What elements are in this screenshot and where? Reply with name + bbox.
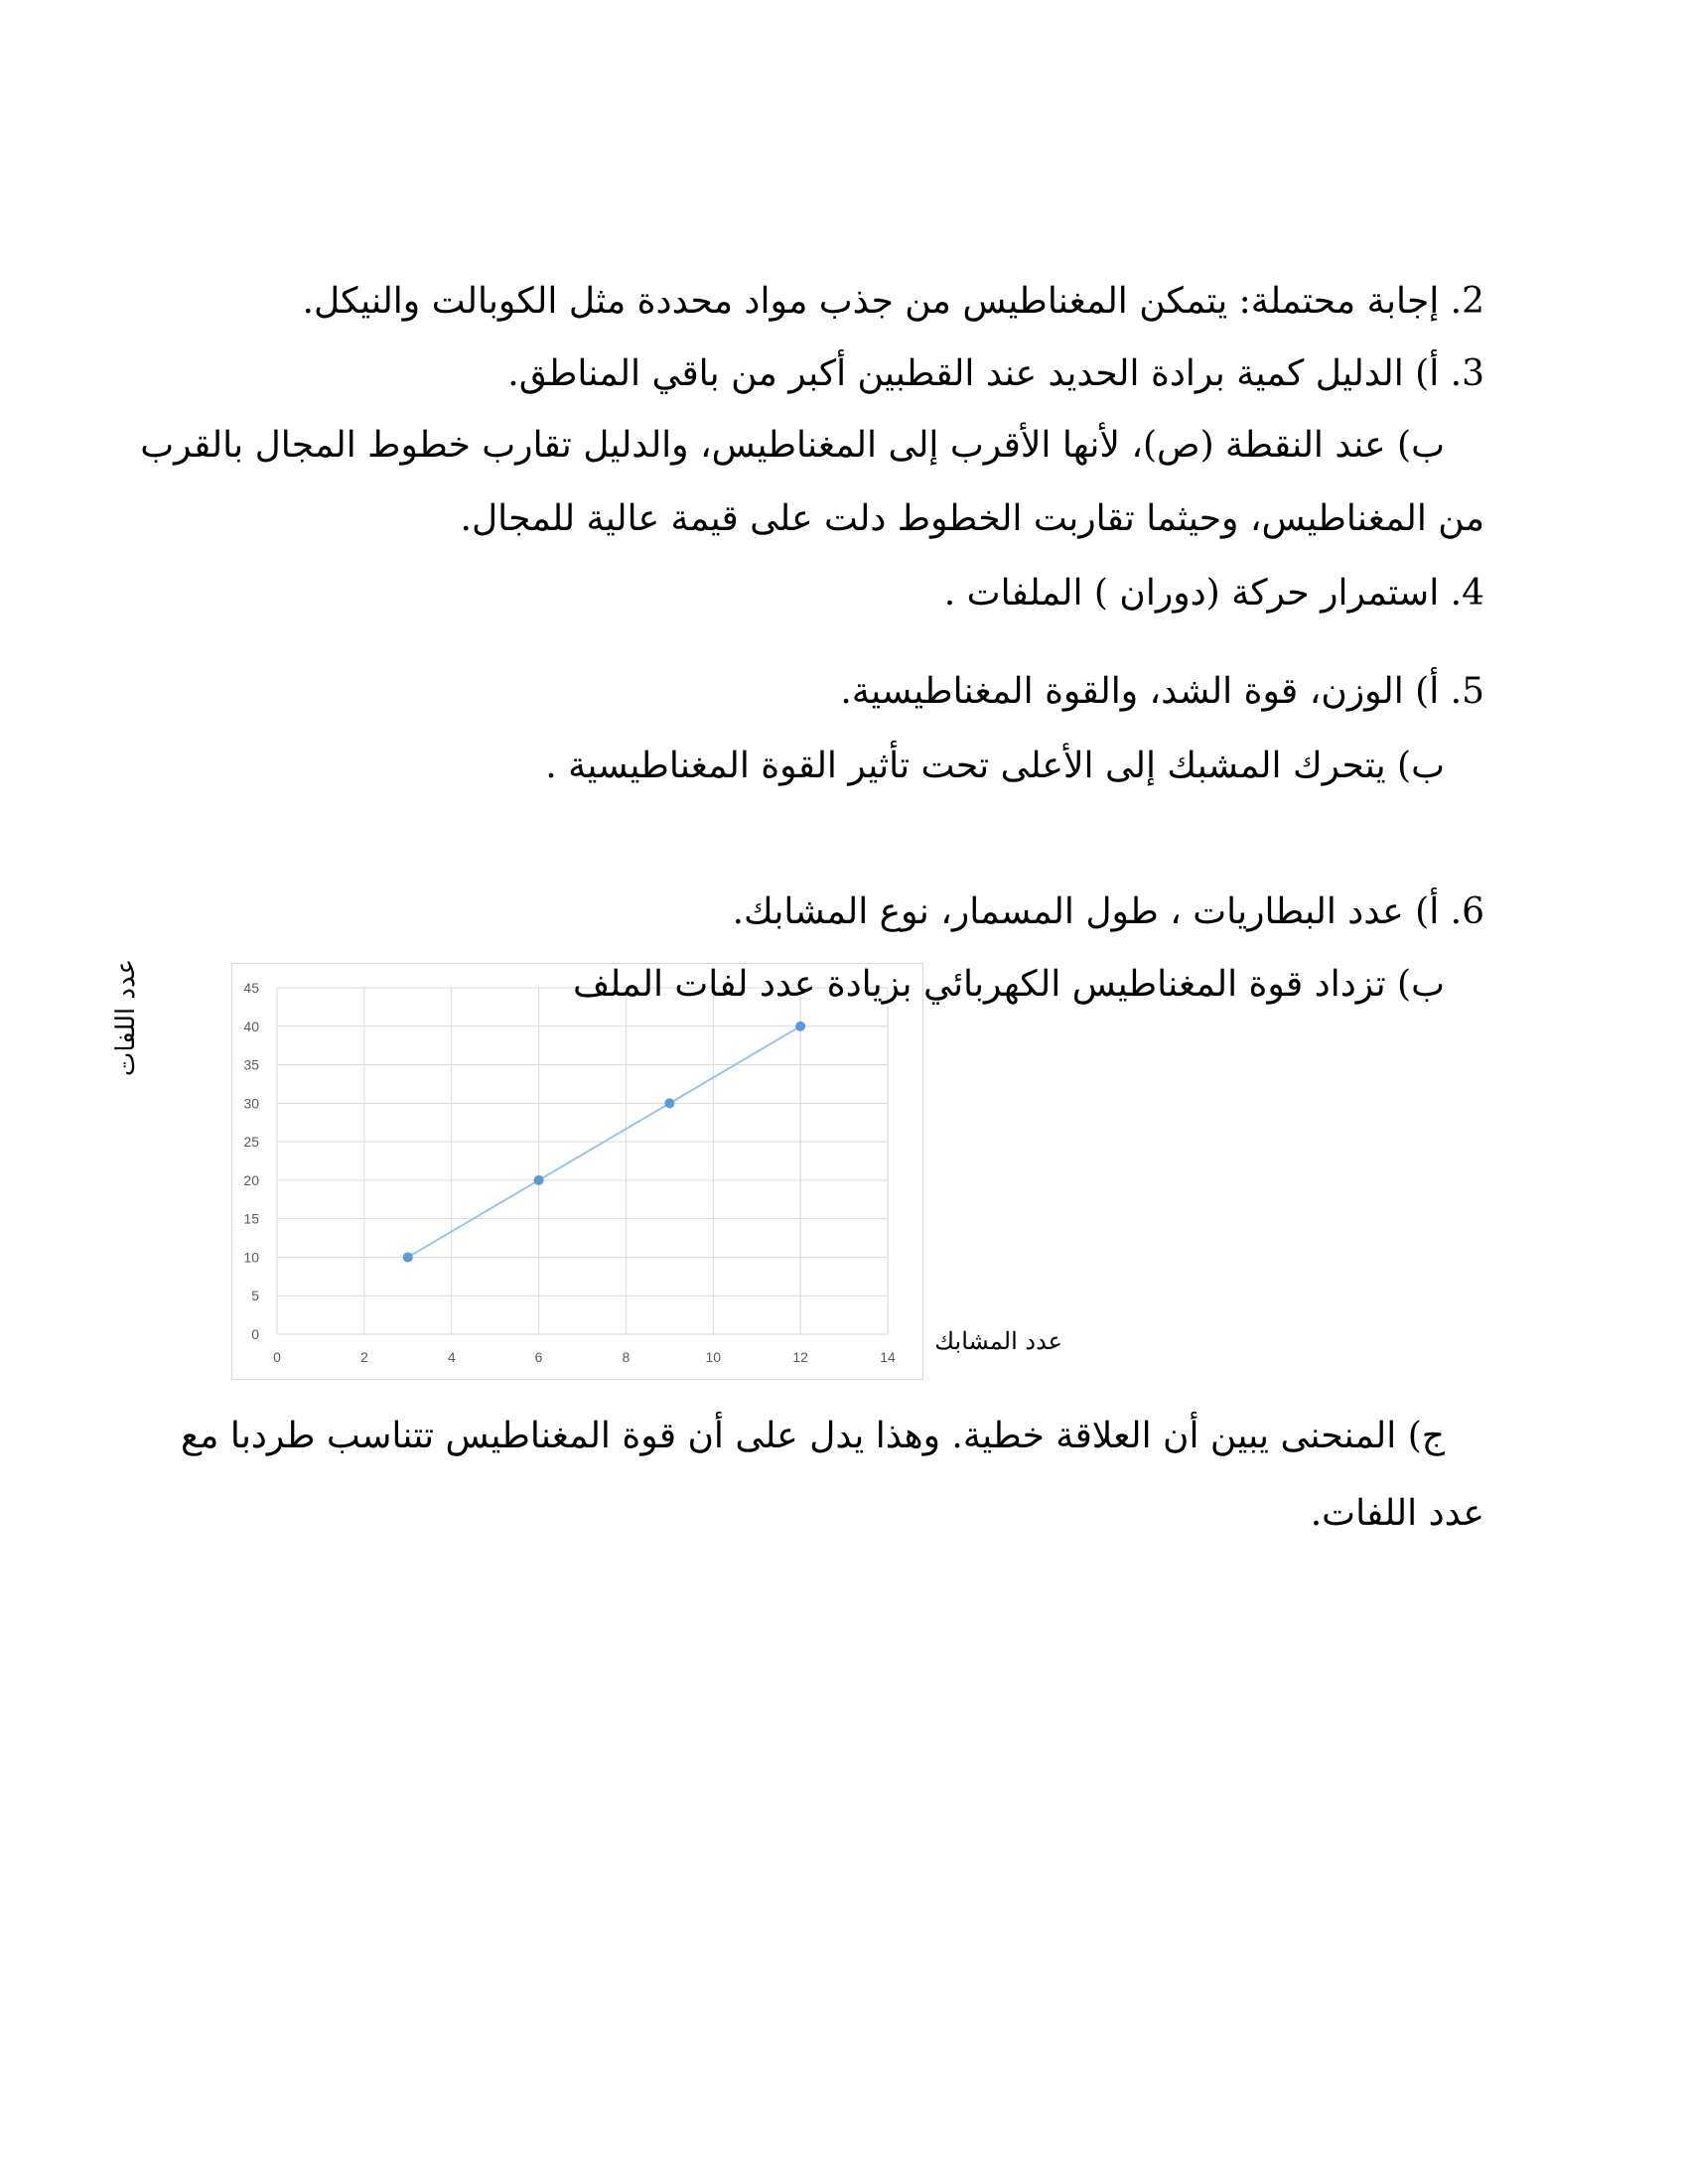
chart: [231, 963, 923, 1380]
x-tick-label: 4: [447, 1349, 456, 1365]
y-tick-label: 25: [243, 1134, 259, 1151]
x-tick-label: 12: [792, 1349, 808, 1365]
x-tick-label: 14: [880, 1349, 896, 1365]
answer-2: 2. إجابة محتملة: يتمكن المغناطيس من جذب مواد محددة مثل الكوبالت والنيكل.: [302, 281, 1484, 322]
chart-svg: [232, 964, 922, 1379]
y-tick-label: 0: [251, 1326, 259, 1342]
answer-5b: ب) يتحرك المشبك إلى الأعلى تحت تأثير القوة المغناطيسية .: [545, 746, 1445, 786]
data-point: [534, 1175, 544, 1185]
y-tick-label: 5: [251, 1288, 259, 1304]
answer-6c-line1: ج) المنحنى يبين أن العلاقة خطية. وهذا يدل على أن قوة المغناطيس تتناسب طردبا مع: [180, 1416, 1445, 1456]
answer-6b: ب) تزداد قوة المغناطيس الكهربائي بزيادة عدد لفات الملف: [573, 964, 1445, 1005]
x-tick-label: 0: [273, 1349, 281, 1365]
y-axis-label: عدد اللفات: [111, 958, 141, 1077]
y-tick-label: 15: [243, 1210, 259, 1227]
x-tick-label: 10: [705, 1349, 722, 1365]
answer-5a: 5. أ) الوزن، قوة الشد، والقوة المغناطيسية.: [840, 671, 1484, 712]
answer-6c-line2: عدد اللفات.: [1310, 1493, 1484, 1534]
answer-3a: 3. أ) الدليل كمية برادة الحديد عند القطبين أكبر من باقي المناطق.: [507, 353, 1484, 394]
y-tick-label: 35: [243, 1056, 259, 1073]
answer-3b-line1: ب) عند النقطة (ص)، لأنها الأقرب إلى المغناطيس، والدليل تقارب خطوط المجال بالقرب: [140, 425, 1445, 466]
y-tick-label: 10: [243, 1249, 259, 1266]
y-tick-label: 40: [243, 1018, 259, 1034]
answer-6a: 6. أ) عدد البطاريات ، طول المسمار، نوع المشابك.: [732, 891, 1484, 932]
answer-4: 4. استمرار حركة (دوران ) الملفات .: [943, 573, 1484, 614]
x-tick-label: 6: [534, 1349, 543, 1365]
data-point: [403, 1252, 413, 1262]
data-point: [664, 1098, 674, 1108]
data-point: [795, 1022, 805, 1031]
x-tick-label: 8: [622, 1349, 631, 1365]
x-axis-label: عدد المشابك: [934, 1327, 1062, 1355]
x-tick-label: 2: [359, 1349, 368, 1365]
y-tick-label: 45: [243, 980, 259, 996]
y-tick-label: 30: [243, 1095, 259, 1112]
answer-3b-line2: من المغناطيس، وحيثما تقاربت الخطوط دلت على قيمة عالية للمجال.: [460, 498, 1484, 539]
y-tick-label: 20: [243, 1171, 259, 1188]
